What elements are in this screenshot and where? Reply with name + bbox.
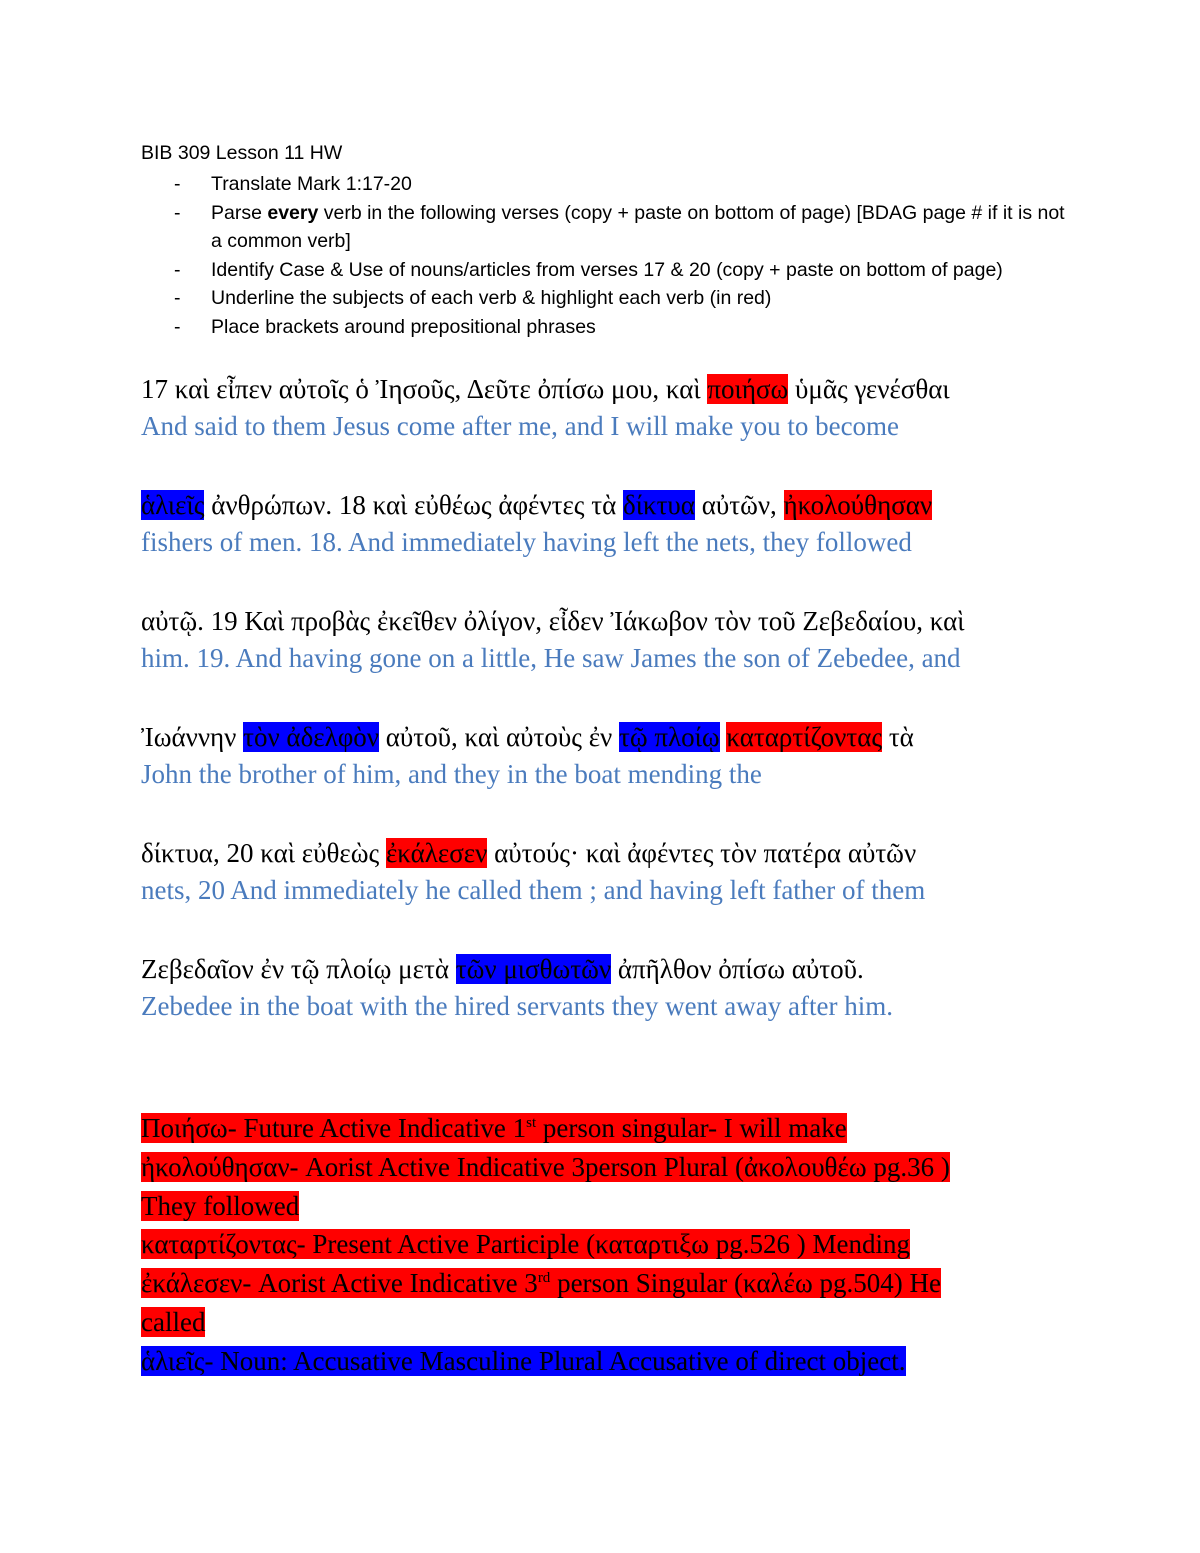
parse-line: ἁλιεῖς- Noun: Accusative Masculine Plural Accusative of direct object. xyxy=(141,1345,906,1376)
noun-highlight: τὸν ἀδελφὸν xyxy=(243,722,380,752)
greek-line: αὐτῷ. 19 Καὶ προβὰς ἐκεῖθεν ὀλίγον, εἶδεν Ἰάκωβον τὸν τοῦ Ζεβεδαίου, καὶ xyxy=(141,606,965,636)
greek-line: ἁλιεῖς ἀνθρώπων. 18 καὶ εὐθέως ἀφέντες τὰ δίκτυα αὐτῶν, ἠκολούθησαν xyxy=(141,490,933,520)
greek-line: δίκτυα, 20 καὶ εὐθεὼς ἐκάλεσεν αὐτούς· καὶ ἀφέντες τὸν πατέρα αὐτῶν xyxy=(141,838,917,868)
verb-highlight: καταρτίζοντας xyxy=(726,722,883,752)
parse-line: ἠκολούθησαν- Aorist Active Indicative 3person Plural (ἀκολουθέω pg.36 ) xyxy=(141,1151,950,1182)
english-line: Zebedee in the boat with the hired servants they went away after him. xyxy=(141,991,893,1021)
parse-line: ἐκάλεσεν- Aorist Active Indicative 3rd person Singular (καλέω pg.504) He xyxy=(141,1268,941,1299)
verb-highlight: ἠκολούθησαν xyxy=(783,490,933,520)
english-line: fishers of men. 18. And immediately having left the nets, they followed xyxy=(141,527,912,557)
verb-highlight: ἐκάλεσεν xyxy=(385,838,488,868)
parse-line: καταρτίζοντας- Present Active Participle (καταρτιξω pg.526 ) Mending xyxy=(141,1229,910,1260)
document-title: BIB 309 Lesson 11 HW xyxy=(141,142,343,164)
english-line: nets, 20 And immediately he called them ; and having left father of them xyxy=(141,875,926,905)
task-item: - Place brackets around prepositional phrases xyxy=(174,315,596,338)
noun-highlight: δίκτυα xyxy=(622,490,695,520)
homework-content xyxy=(141,140,1071,1381)
noun-highlight: ἁλιεῖς xyxy=(141,490,205,520)
task-item: - Parse every verb in the following verses (copy + paste on bottom of page) [BDAG page # if it is not a common verb] xyxy=(174,201,1065,252)
english-line: him. 19. And having gone on a little, He saw James the son of Zebedee, and xyxy=(141,643,961,673)
parsing-section xyxy=(141,1109,1071,1381)
parse-line: called xyxy=(141,1306,206,1337)
task-item: - Underline the subjects of each verb & highlight each verb (in red) xyxy=(174,287,772,309)
task-item: - Translate Mark 1:17-20 xyxy=(174,173,412,195)
task-item: - Identify Case & Use of nouns/articles from verses 17 & 20 (copy + paste on bottom of page) xyxy=(174,258,1003,281)
greek-line: Ζεβεδαῖον ἐν τῷ πλοίῳ μετὰ τῶν μισθωτῶν ἀπῆλθον ὀπίσω αὐτοῦ. xyxy=(141,954,864,984)
verse-translation-block xyxy=(141,371,1071,1025)
task-list xyxy=(141,170,1071,341)
greek-line: 17 καὶ εἶπεν αὐτοῖς ὁ Ἰησοῦς, Δεῦτε ὀπίσω μου, καὶ ποιήσω ὑμᾶς γενέσθαι xyxy=(141,374,950,404)
english-line: John the brother of him, and they in the boat mending the xyxy=(141,759,762,789)
verb-highlight: ποιήσω xyxy=(707,374,789,404)
parse-line: They followed xyxy=(141,1190,300,1221)
noun-highlight: τῶν μισθωτῶν xyxy=(455,954,612,984)
english-line: And said to them Jesus come after me, and I will make you to become xyxy=(141,411,900,441)
greek-line: Ἰωάννην τὸν ἀδελφὸν αὐτοῦ, καὶ αὐτοὺς ἐν τῷ πλοίῳ καταρτίζοντας τὰ xyxy=(141,722,914,752)
noun-highlight: τῷ πλοίῳ xyxy=(619,722,720,752)
parse-line: Ποιήσω- Future Active Indicative 1st person singular- I will make xyxy=(141,1113,847,1143)
